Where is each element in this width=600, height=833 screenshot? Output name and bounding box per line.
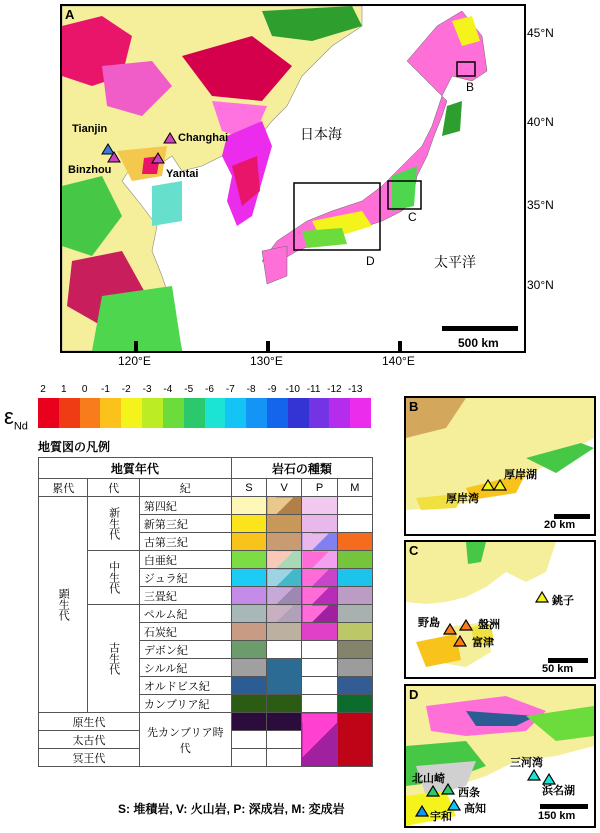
lon-label-140: 140°E — [382, 354, 415, 368]
col-v: V — [267, 479, 302, 497]
site-label-mikawa-bay: 三河湾 — [510, 757, 543, 769]
site-label-yantai: Yantai — [166, 168, 199, 180]
colorbar-swatch — [80, 398, 101, 428]
sea-label-japan-sea: 日本海 — [300, 126, 342, 142]
colorbar-ticks — [34, 384, 374, 398]
site-label-changhai: Changhai — [178, 132, 229, 144]
colorbar-tick-label: -11 — [306, 384, 321, 395]
era-cenozoic: 新生代 — [88, 497, 139, 551]
site-label-nojima: 野島 — [418, 617, 440, 629]
sea-label-pacific: 太平洋 — [434, 254, 476, 270]
site-label-saijo: 西条 — [458, 787, 480, 799]
lon-label-120: 120°E — [118, 354, 151, 368]
panel-d-label: D — [409, 687, 419, 702]
map-panel-b — [404, 396, 596, 536]
eon-phanerozoic: 顕生代 — [39, 497, 88, 713]
box-label-d: D — [366, 254, 375, 268]
eon-hadean: 冥王代 — [39, 749, 140, 767]
map-panel-d — [404, 684, 596, 828]
colorbar-swatch — [121, 398, 142, 428]
legend-title: 地質図の凡例 — [38, 440, 111, 454]
era-mesozoic: 中生代 — [88, 551, 139, 605]
box-label-c: C — [408, 210, 417, 224]
header-age: 地質年代 — [39, 458, 232, 479]
col-s: S — [231, 479, 266, 497]
site-label-binzhou: Binzhou — [68, 164, 112, 176]
period-cambrian: カンブリア紀 — [139, 695, 231, 713]
site-label-kitayamazaki: 北山崎 — [412, 773, 445, 785]
col-era: 代 — [88, 479, 139, 497]
col-eon: 累代 — [39, 479, 88, 497]
scale-label-c: 50 km — [542, 663, 574, 675]
lat-label-40: 40°N — [527, 115, 554, 129]
colorbar-tick-label: -9 — [267, 384, 277, 395]
panel-c-label: C — [409, 543, 419, 558]
site-label-tianjin: Tianjin — [72, 123, 108, 135]
precambrian-label: 先カンブリア時代 — [139, 713, 231, 767]
period-paleogene: 古第三紀 — [139, 533, 231, 551]
legend-table — [38, 457, 373, 767]
colorbar-tick-label: 2 — [40, 384, 46, 395]
colorbar-tick-label: -4 — [163, 384, 173, 395]
colorbar-tick-label: -7 — [225, 384, 235, 395]
colorbar-tick-label: -13 — [347, 384, 363, 395]
colorbar-tick-label: -1 — [100, 384, 110, 395]
colorbar-tick-label: -5 — [184, 384, 194, 395]
colorbar-swatch — [350, 398, 371, 428]
lat-label-30: 30°N — [527, 278, 554, 292]
col-period: 紀 — [139, 479, 231, 497]
col-p: P — [302, 479, 337, 497]
colorbar-tick-label: -3 — [142, 384, 152, 395]
colorbar-swatch — [163, 398, 184, 428]
period-cretaceous: 白亜紀 — [139, 551, 231, 569]
era-paleozoic: 古生代 — [88, 605, 139, 713]
period-carboniferous: 石炭紀 — [139, 623, 231, 641]
colorbar-swatch — [100, 398, 121, 428]
period-permian: ペルム紀 — [139, 605, 231, 623]
period-quaternary: 第四紀 — [139, 497, 231, 515]
period-triassic: 三畳紀 — [139, 587, 231, 605]
colorbar-swatch — [59, 398, 80, 428]
colorbar-symbol — [4, 404, 28, 432]
colorbar-tick-label: -10 — [285, 384, 300, 395]
colorbar-tick-label: -8 — [246, 384, 256, 395]
header-rock: 岩石の種類 — [231, 458, 372, 479]
colorbar-swatch — [329, 398, 350, 428]
colorbar-tick-label: -6 — [205, 384, 214, 395]
colorbar-tick-label: 0 — [81, 384, 88, 395]
map-a-graphic — [62, 6, 524, 351]
nd-subscript: Nd — [13, 420, 28, 433]
period-neogene: 新第三紀 — [139, 515, 231, 533]
period-devonian: デボン紀 — [139, 641, 231, 659]
colorbar-swatch — [38, 398, 59, 428]
legend-footnote: S: 堆積岩, V: 火山岩, P: 深成岩, M: 変成岩 — [118, 802, 345, 816]
colorbar — [38, 398, 371, 428]
site-label-akkeshi-wan: 厚岸湾 — [446, 493, 479, 505]
eon-proterozoic: 原生代 — [39, 713, 140, 731]
site-label-futtsu: 富津 — [472, 637, 494, 649]
eon-archean: 太古代 — [39, 731, 140, 749]
scale-label-d: 150 km — [538, 810, 576, 822]
scale-label-b: 20 km — [544, 519, 576, 531]
lat-label-45: 45°N — [527, 26, 554, 40]
colorbar-swatch — [246, 398, 267, 428]
period-jurassic: ジュラ紀 — [139, 569, 231, 587]
colorbar-tick-label: -2 — [121, 384, 131, 395]
site-label-kochi: 高知 — [464, 803, 486, 815]
colorbar-swatch — [288, 398, 309, 428]
colorbar-swatch — [142, 398, 163, 428]
colorbar-swatch — [309, 398, 330, 428]
colorbar-swatch — [205, 398, 226, 428]
site-label-akkeshi-ko: 厚岸湖 — [504, 469, 537, 481]
colorbar-swatch — [184, 398, 205, 428]
box-label-b: B — [466, 80, 475, 94]
colorbar-swatch — [267, 398, 288, 428]
lon-label-130: 130°E — [250, 354, 283, 368]
col-m: M — [337, 479, 372, 497]
map-panel-a — [60, 4, 526, 353]
map-panel-c — [404, 540, 596, 679]
scale-label-a: 500 km — [458, 336, 499, 350]
panel-a-label: A — [65, 7, 75, 22]
colorbar-tick-label: 1 — [61, 384, 67, 395]
site-label-uwa: 宇和 — [430, 811, 452, 823]
colorbar-swatch — [225, 398, 246, 428]
site-label-choshi: 銚子 — [552, 595, 574, 607]
panel-b-label: B — [409, 399, 419, 414]
lat-label-35: 35°N — [527, 198, 554, 212]
colorbar-tick-label: -12 — [327, 384, 342, 395]
epsilon-symbol: ε — [4, 404, 14, 429]
period-silurian: シルル紀 — [139, 659, 231, 677]
site-label-hamana-lake: 浜名湖 — [542, 785, 575, 797]
site-label-banzu: 盤洲 — [478, 619, 500, 631]
period-ordovician: オルドビス紀 — [139, 677, 231, 695]
